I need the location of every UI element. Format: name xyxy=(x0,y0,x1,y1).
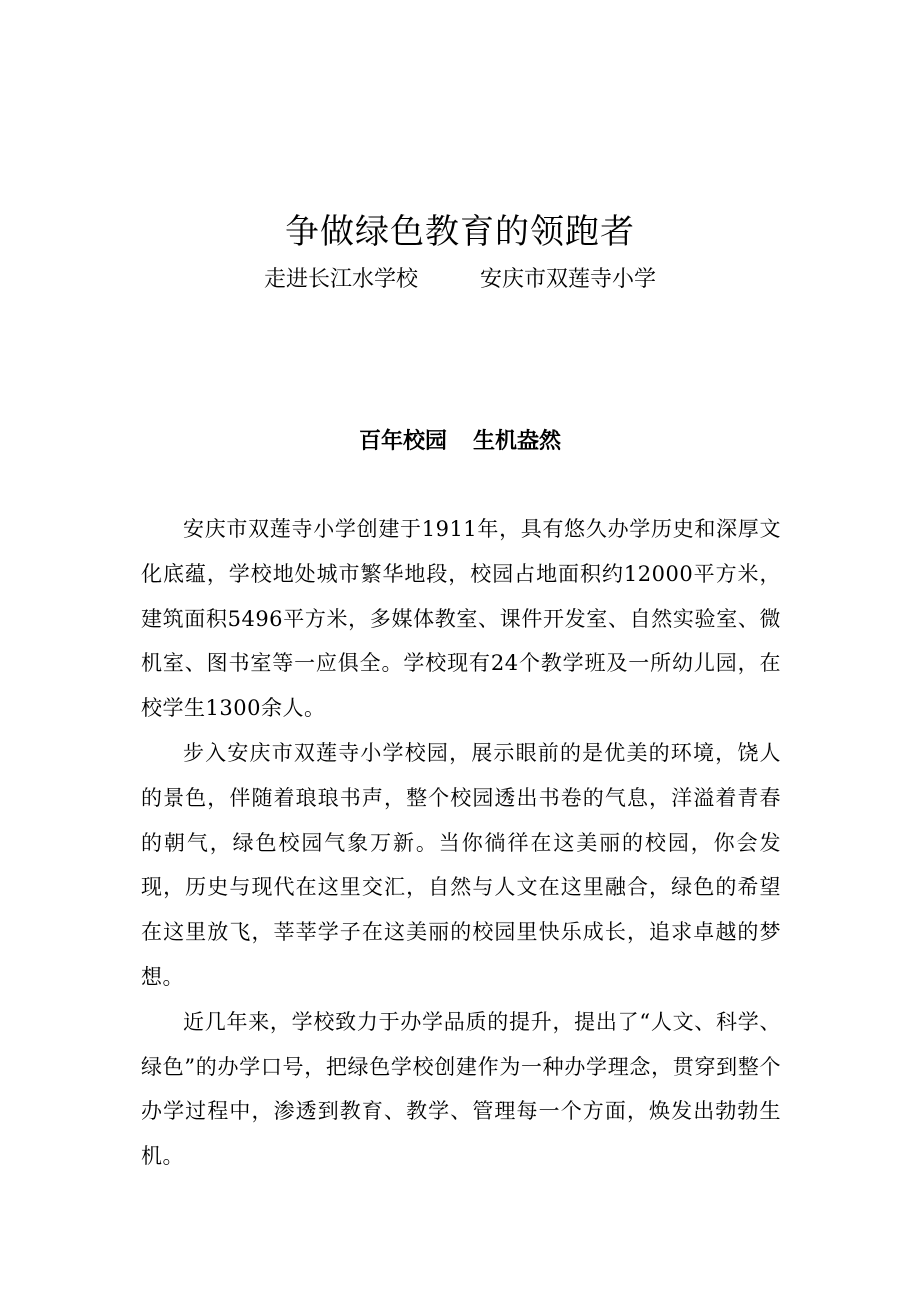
section-heading xyxy=(0,424,920,460)
paragraph: 步入安庆市双莲寺小学校园，展示眼前的是优美的环境，饶人的景色，伴随着琅琅书声，整个校园透出书卷的气息，洋溢着青春的朝气，绿色校园气象万新。当你徜徉在这美丽的校园，你会发现，历史与现代在这里交汇，自然与人文在这里融合，绿色的希望在这里放飞，莘莘学子在这美丽的校园里快乐成长，追求卓越的梦想。 xyxy=(141,740,781,989)
paragraph: 安庆市双莲寺小学创建于1911年，具有悠久办学历史和深厚文化底蕴，学校地处城市繁华地段，校园占地面积约12000平方米，建筑面积5496平方米，多媒体教室、课件开发室、自然实验室、微机室、图书室等一应俱全。学校现有24个教学班及一所幼儿园，在校学生1300余人。 xyxy=(141,517,781,721)
subtitle-left: 走进长江水学校 xyxy=(263,267,418,292)
page-title: 争做绿色教育的领跑者 xyxy=(285,212,635,252)
subtitle-right: 安庆市双莲寺小学 xyxy=(480,267,657,292)
section-heading-part1: 百年校园 xyxy=(358,429,447,454)
section-heading-part2: 生机盎然 xyxy=(473,429,562,454)
paragraph: 近几年来，学校致力于办学品质的提升，提出了“人文、科学、绿色”的办学口号，把绿色学校创建作为一种办学理念，贯穿到整个办学过程中，渗透到教育、教学、管理每一个方面，焕发出勃勃生机。 xyxy=(141,1009,781,1169)
subtitle-line xyxy=(0,262,920,298)
body-text xyxy=(141,507,781,1179)
